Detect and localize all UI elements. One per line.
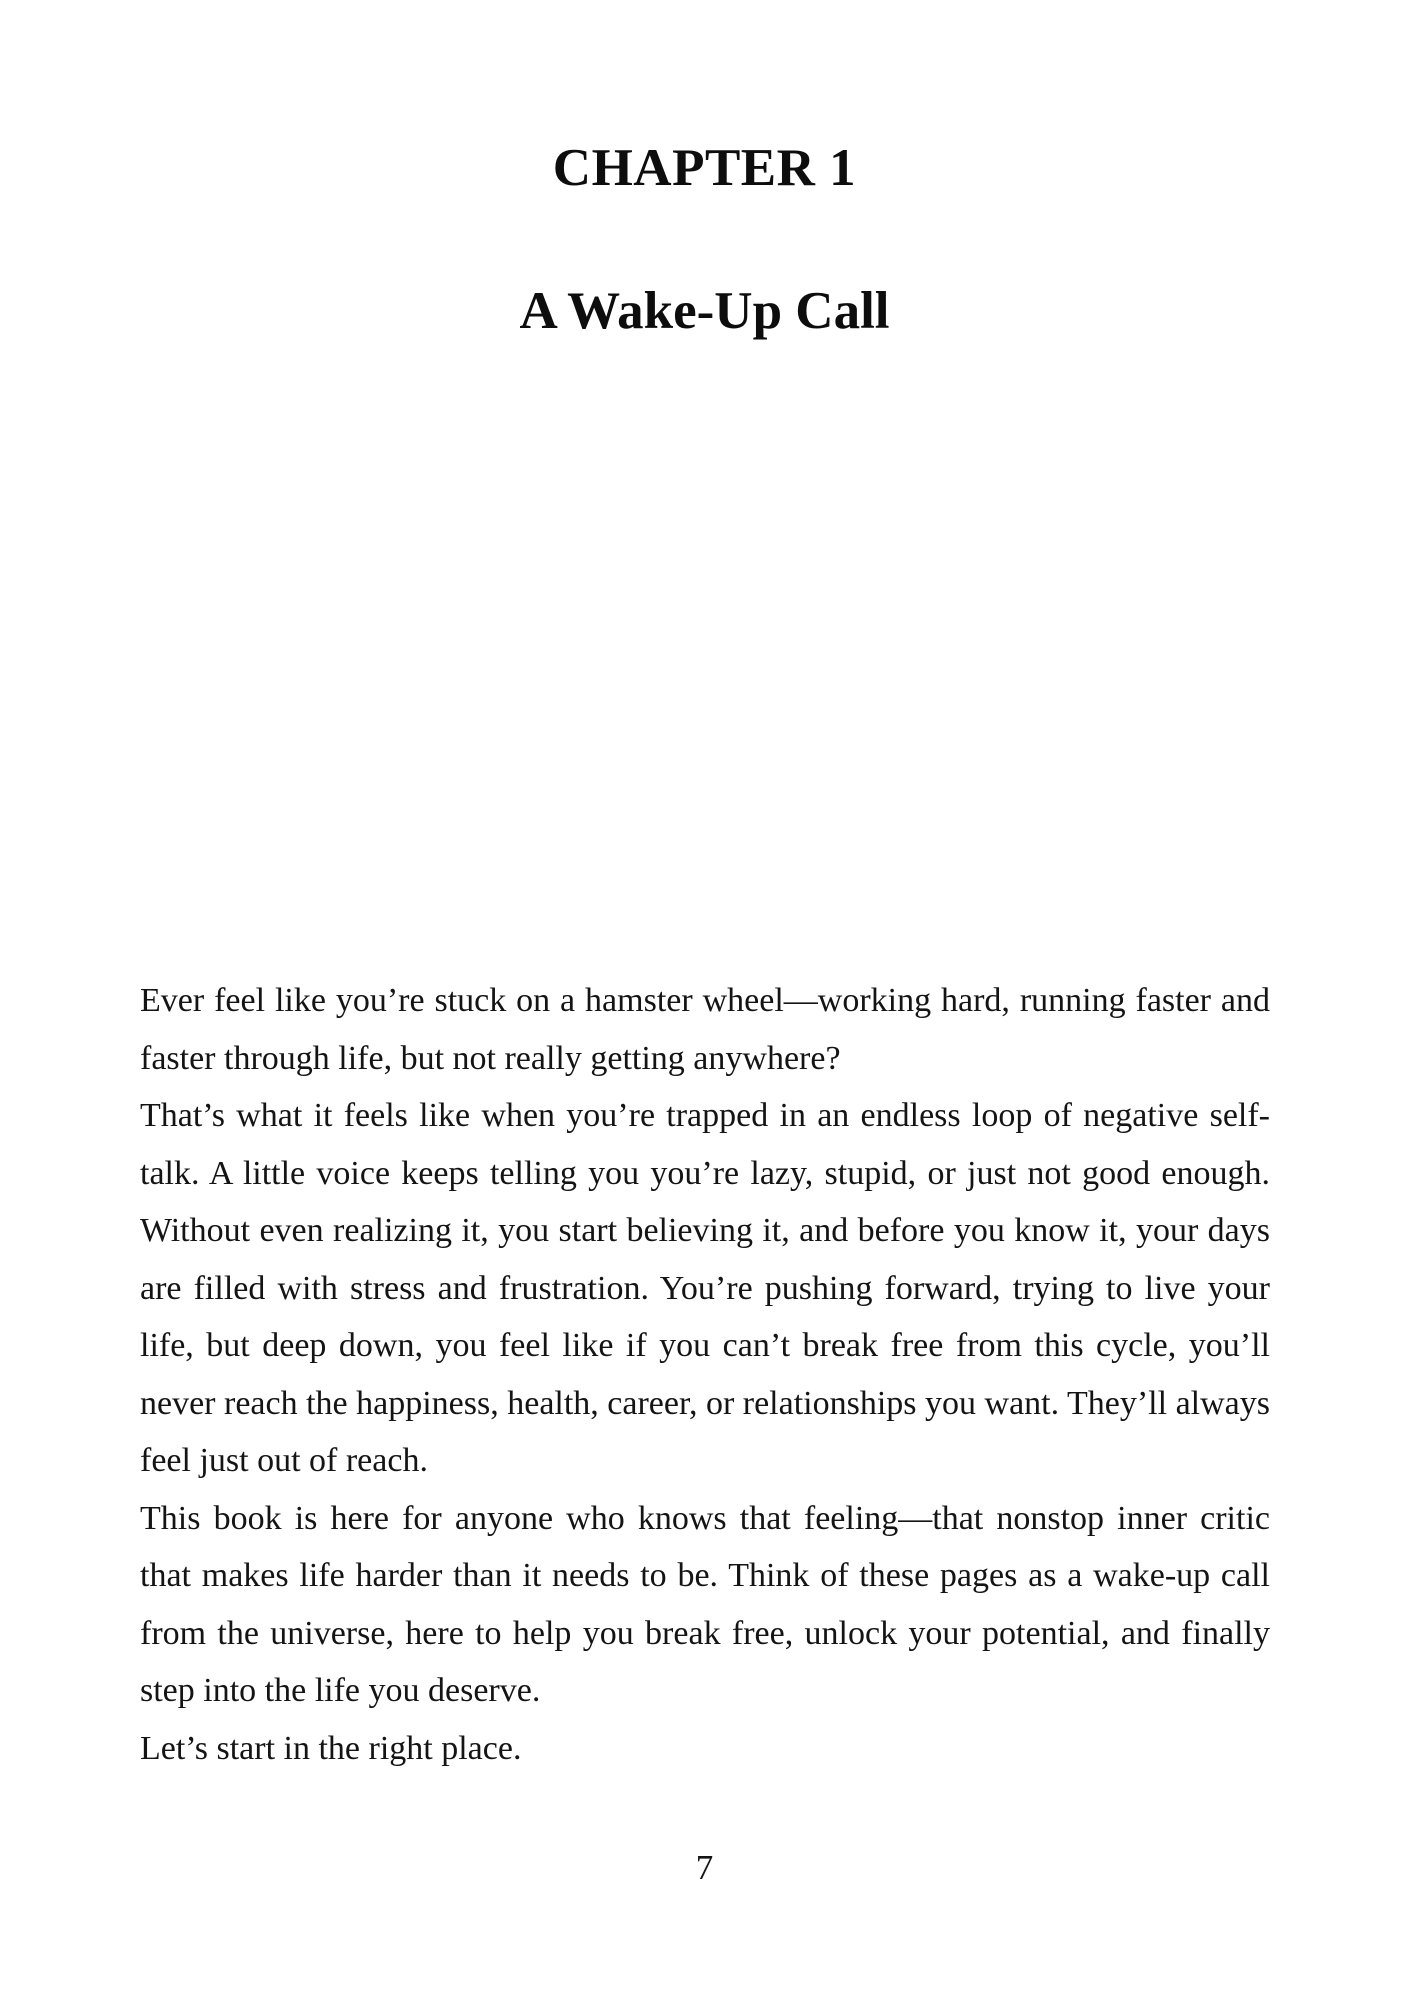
paragraph-1: Ever feel like you’re stuck on a hamster wheel—working hard, running faster and faster through life, but not really getting anywhere?	[140, 982, 1270, 1077]
paragraph-4: Let’s start in the right place.	[140, 1729, 522, 1767]
body-text-block	[140, 972, 1270, 1777]
page-number: 7	[695, 1848, 714, 1887]
chapter-title: A Wake-Up Call	[519, 282, 890, 340]
chapter-heading: CHAPTER 1	[552, 139, 857, 197]
paragraph-2: That’s what it feels like when you’re trapped in an endless loop of negative self-talk. A little voice keeps telling you you’re lazy, stupid, or just not good enough. Without even realizing it, you start believing it, and before you know it, your days are filled with stress and frustration. You’re pushing forward, trying to live your life, but deep down, you feel like if you can’t break free from this cycle, you’ll never reach the happiness, health, career, or relationships you want. They’ll always feel just out of reach.	[140, 1097, 1270, 1479]
paragraph-3: This book is here for anyone who knows that feeling—that nonstop inner critic that makes life harder than it needs to be. Think of these pages as a wake-up call from the universe, here to help you break free, unlock your potential, and finally step into the life you deserve.	[140, 1499, 1270, 1709]
